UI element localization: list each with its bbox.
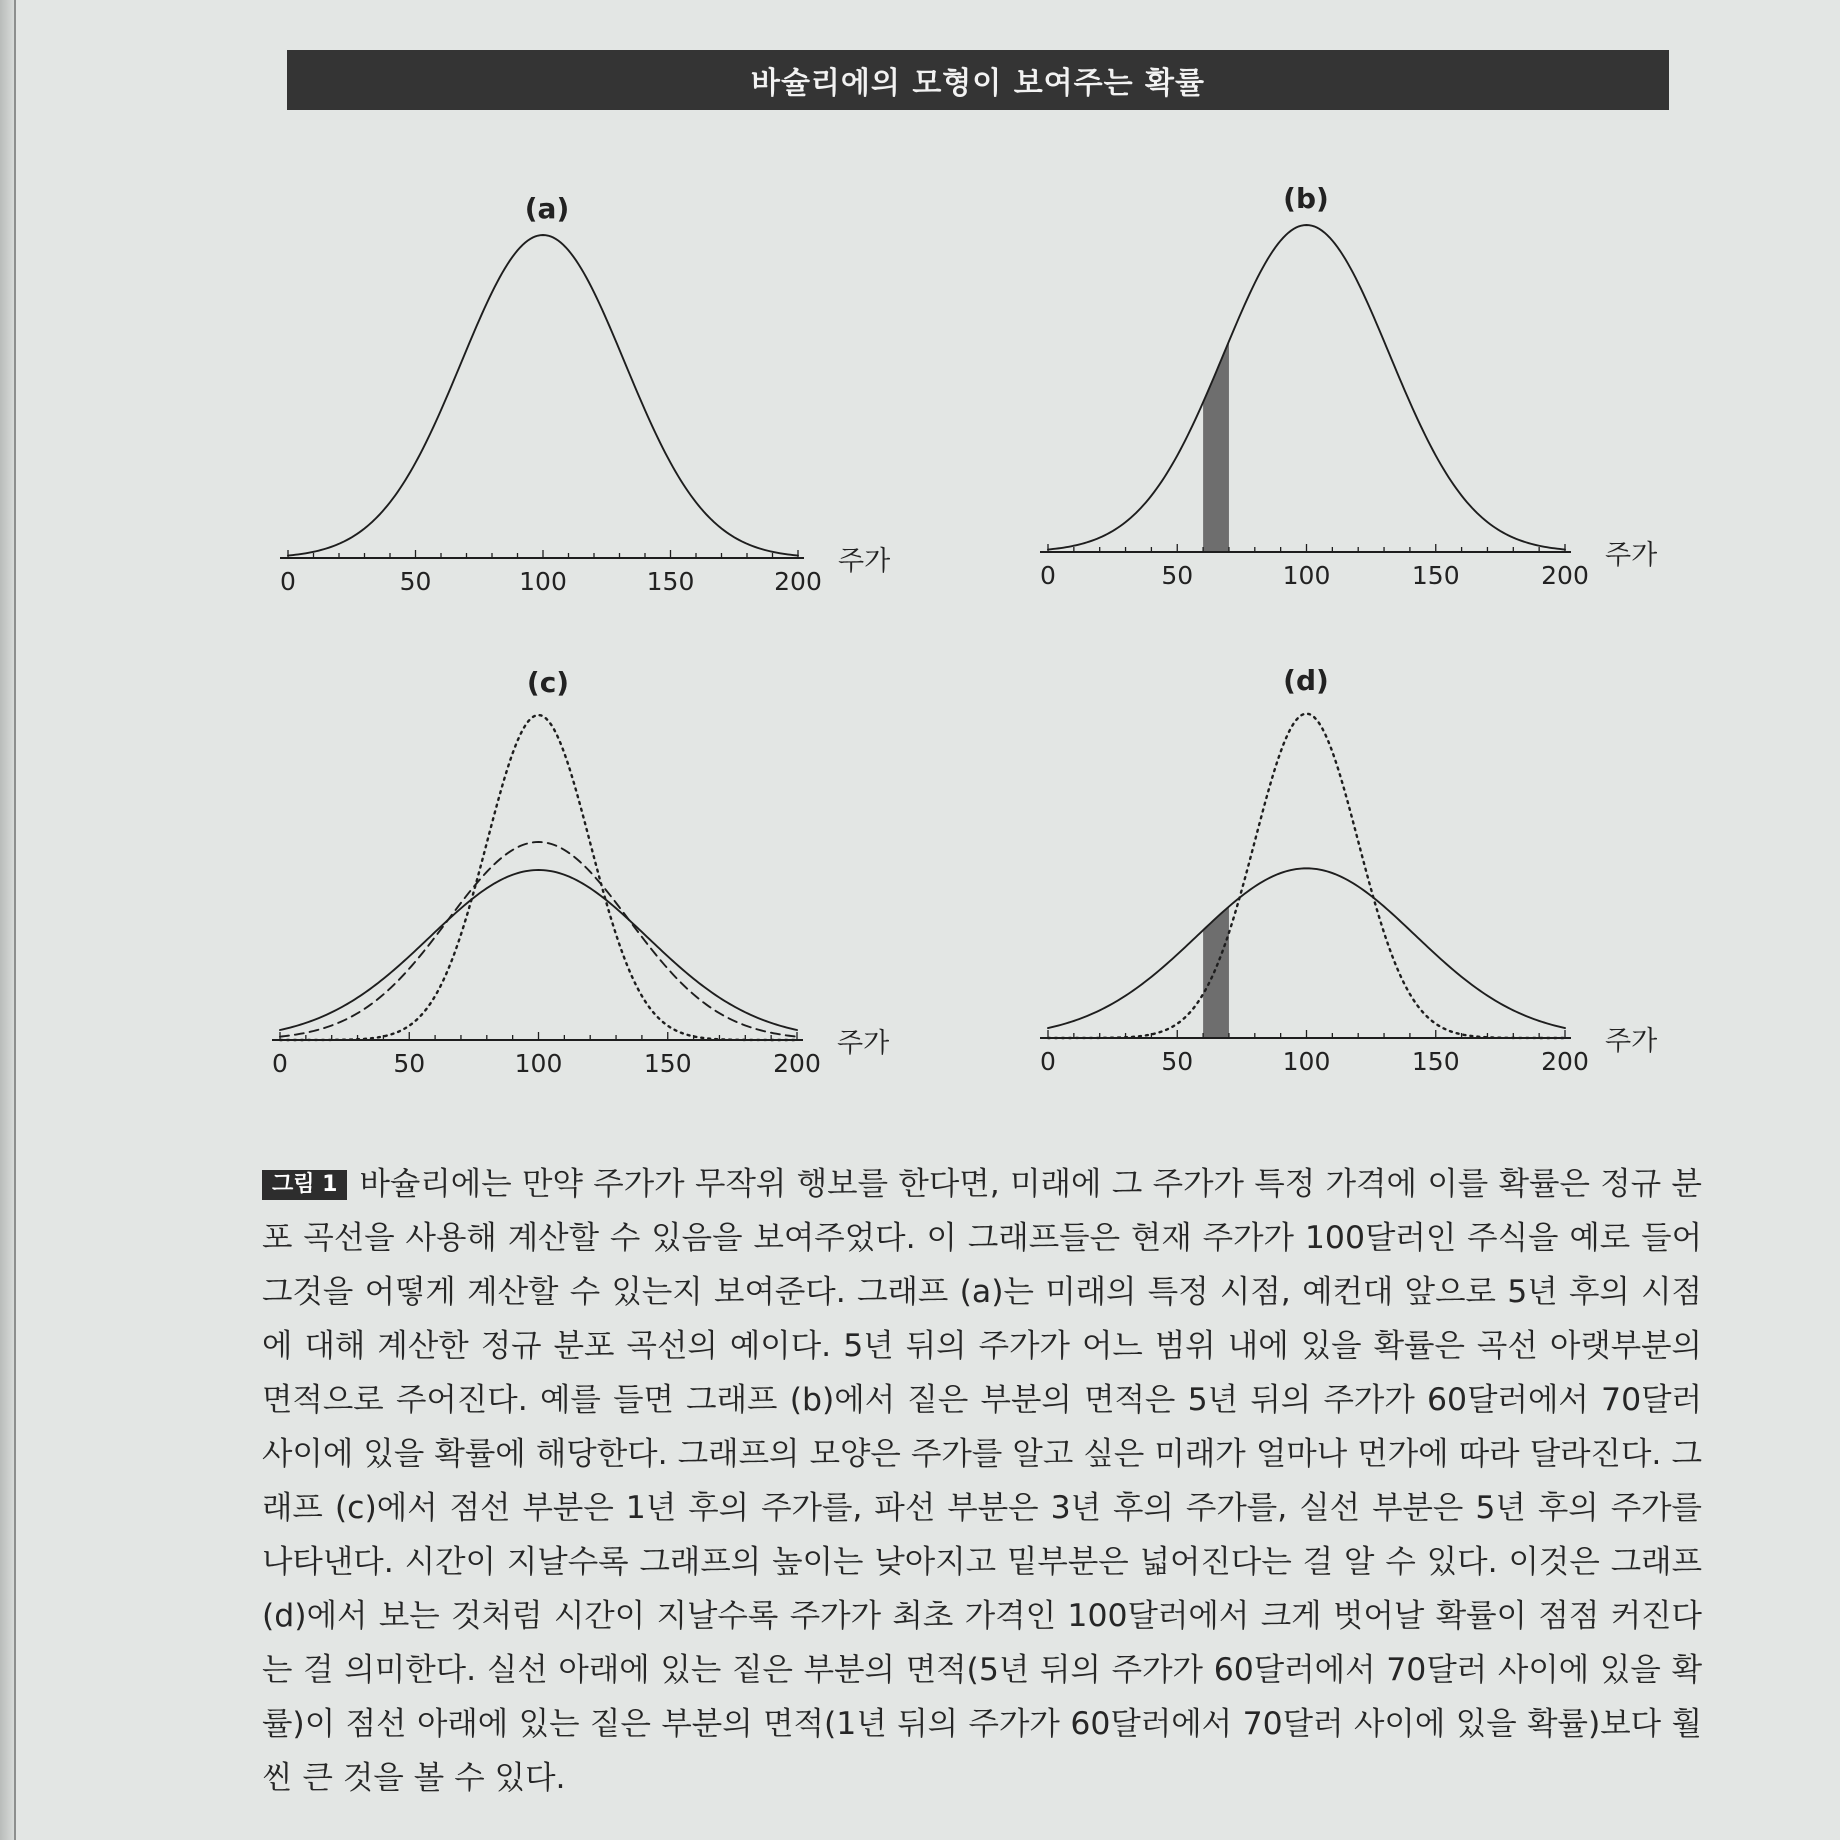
x-tick-label-3: 50 — [393, 1049, 426, 1078]
curve-solid-panel-4 — [1048, 868, 1565, 1028]
panel-label-1: (a) — [524, 192, 570, 225]
x-tick-label-1: 150 — [646, 567, 695, 596]
x-axis-title-2: 주가 — [1605, 540, 1658, 571]
x-axis-title-3: 주가 — [837, 1028, 890, 1059]
curve-solid-panel-1 — [288, 235, 798, 556]
x-tick-label-3: 150 — [643, 1049, 692, 1078]
x-tick-label-2: 150 — [1411, 561, 1460, 590]
x-tick-label-2: 200 — [1541, 561, 1589, 590]
x-tick-label-4: 0 — [1040, 1047, 1056, 1076]
panel-label-2: (b) — [1283, 182, 1329, 215]
curve-dashed-panel-3 — [280, 842, 797, 1037]
x-tick-label-1: 0 — [280, 567, 296, 596]
x-tick-label-1: 50 — [399, 567, 432, 596]
curve-dotted-panel-3 — [280, 715, 797, 1040]
x-tick-label-2: 50 — [1161, 561, 1194, 590]
x-tick-label-4: 100 — [1282, 1047, 1331, 1076]
curve-dotted-panel-4 — [1048, 714, 1565, 1038]
x-tick-label-2: 100 — [1282, 561, 1331, 590]
curve-solid-panel-2 — [1048, 225, 1565, 550]
x-axis-title-1: 주가 — [838, 546, 891, 577]
x-tick-label-4: 200 — [1541, 1047, 1589, 1076]
x-tick-label-4: 150 — [1411, 1047, 1460, 1076]
panel-label-4: (d) — [1283, 664, 1329, 697]
figure-caption — [262, 1157, 1702, 1805]
figure-title: 바슐리에의 모형이 보여주는 확률 — [750, 66, 1206, 101]
figure-number-badge: 그림 1 — [262, 1170, 347, 1200]
curve-solid-panel-3 — [280, 870, 797, 1030]
caption-text: 바슐리에는 만약 주가가 무작위 행보를 한다면, 미래에 그 주가가 특정 가격에 이를 확률은 정규 분포 곡선을 사용해 계산할 수 있음을 보여주었다. 이 그래프들은 현재 주가가 100달러인 주식을 예로 들어 그것을 어떻게 계산할 수 있는지 보여준다. 그래프 (a)는 미래의 특정 시점, 예컨대 앞으로 5년 후의 시점에 대해 계산한 정규 분포 곡선의 예이다. 5년 뒤의 주가가 어느 범위 내에 있을 확률은 곡선 아랫부분의 면적으로 주어진다. 예를 들면 그래프 (b)에서 짙은 부분의 면적은 5년 뒤의 주가가 60달러에서 70달러 사이에 있을 확률에 해당한다. 그래프의 모양은 주가를 알고 싶은 미래가 얼마나 먼가에 따라 달라진다. 그래프 (c)에서 점선 부분은 1년 후의 주가를, 파선 부분은 3년 후의 주가를, 실선 부분은 5년 후의 주가를 나타낸다. 시간이 지날수록 그래프의 높이는 낮아지고 밑부분은 넓어진다는 걸 알 수 있다. 이것은 그래프 (d)에서 보는 것처럼 시간이 지날수록 주가가 최초 가격인 100달러에서 크게 벗어날 확률이 점점 커진다는 걸 의미한다. 실선 아래에 있는 짙은 부분의 면적(5년 뒤의 주가가 60달러에서 70달러 사이에 있을 확률)이 점선 아래에 있는 짙은 부분의 면적(1년 뒤의 주가가 60달러에서 70달러 사이에 있을 확률)보다 훨씬 큰 것을 볼 수 있다. — [262, 1166, 1702, 1796]
x-tick-label-1: 100 — [519, 567, 567, 596]
x-axis-title-4: 주가 — [1605, 1026, 1658, 1057]
x-tick-label-2: 0 — [1040, 561, 1056, 590]
x-tick-label-1: 200 — [774, 567, 822, 596]
panel-label-3: (c) — [526, 666, 570, 699]
x-tick-label-4: 50 — [1161, 1047, 1194, 1076]
x-tick-label-3: 200 — [773, 1049, 821, 1078]
x-tick-label-3: 100 — [514, 1049, 563, 1078]
x-tick-label-3: 0 — [272, 1049, 288, 1078]
